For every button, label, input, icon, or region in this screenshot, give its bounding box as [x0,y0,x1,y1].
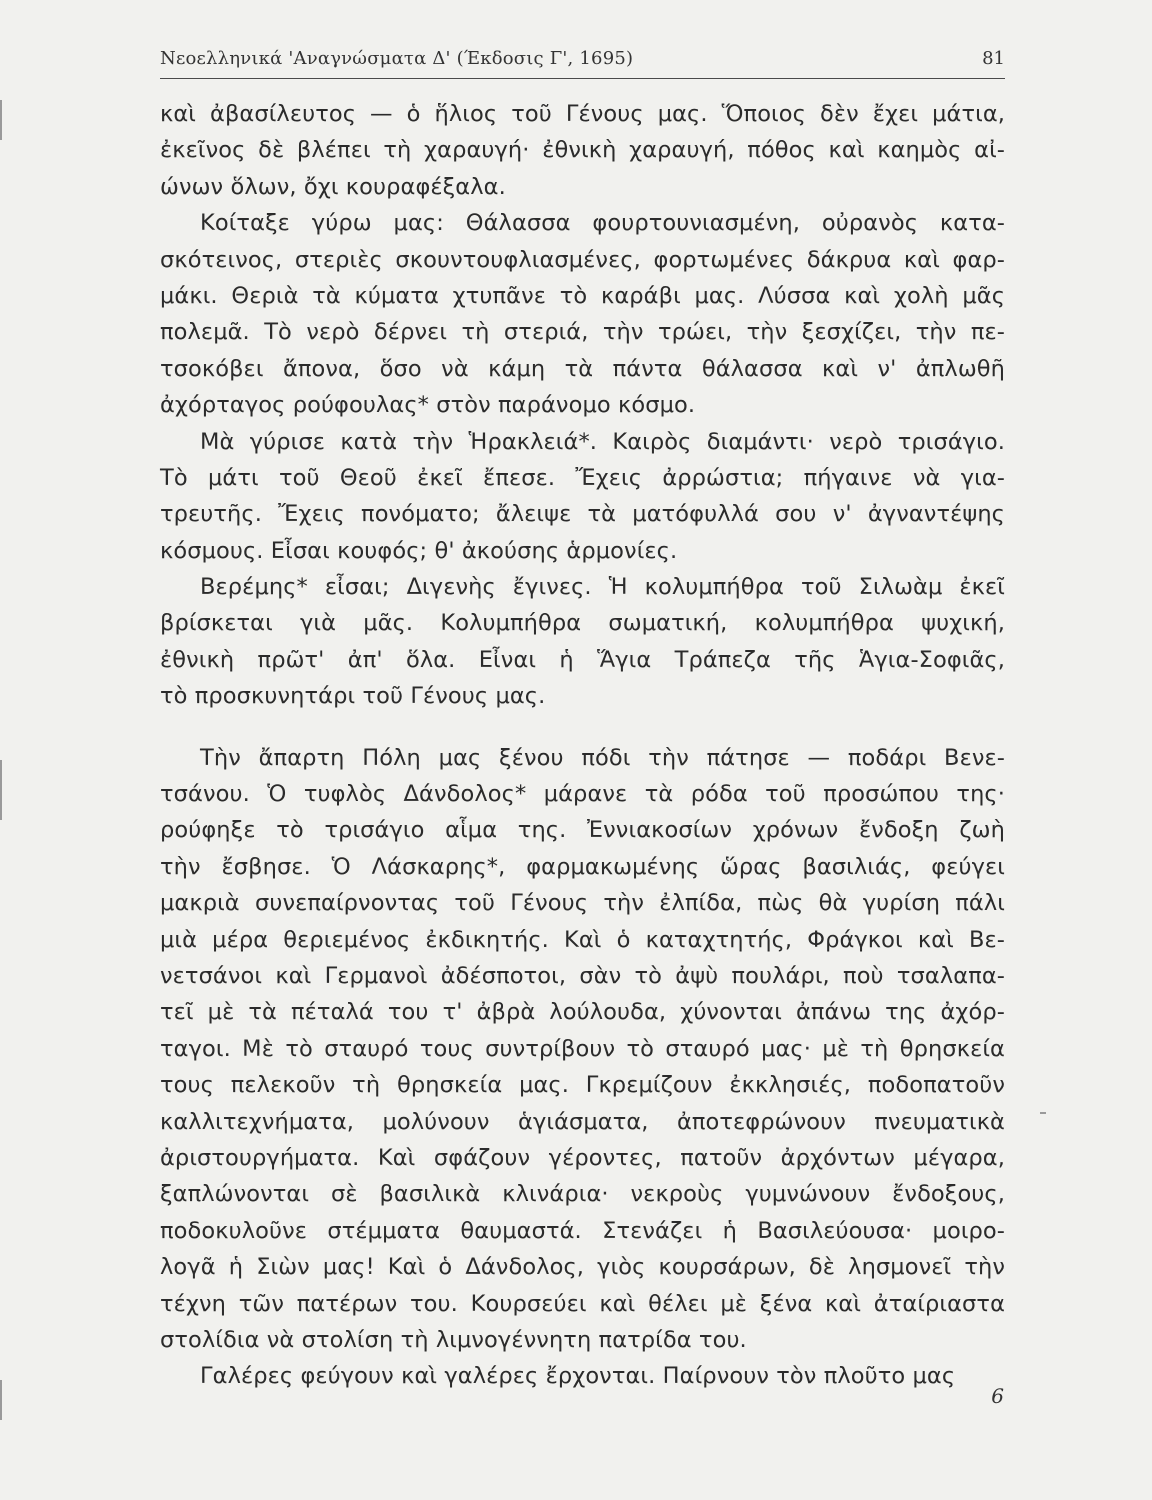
text-line: σκότεινος, στεριὲς σκουντουφλιασμένες, φορτωμένες δάκρυα καὶ φαρ- [160,246,1005,273]
text-line: πολεμᾶ. Τὸ νερὸ δέρνει τὴ στεριά, τὴν τρώει, τὴν ξεσχίζει, τὴν πε- [160,319,1005,346]
text-line: Τὴν ἄπαρτη Πόλη μας ξένου πόδι τὴν πάτησε — ποδάρι Βενε- [200,744,1005,771]
page-number: 81 [982,48,1005,69]
paragraph-gap [160,715,1005,740]
stray-dash [1040,1112,1046,1114]
running-header [160,44,1005,79]
text-line: μακριὰ συνεπαίρνοντας τοῦ Γένους τὴν ἐλπίδα, πὼς θὰ γυρίση πάλι [160,890,1005,917]
text-line: βρίσκεται γιὰ μᾶς. Κολυμπήθρα σωματική, κολυμπήθρα ψυχική, [160,610,1005,637]
text-line: ἐκεῖνος δὲ βλέπει τὴ χαραυγή· ἐθνικὴ χαραυγή, πόθος καὶ καημὸς αἰ- [160,137,1005,164]
binding-mark [0,100,2,140]
text-line: Τὸ μάτι τοῦ Θεοῦ ἐκεῖ ἔπεσε. Ἔχεις ἀρρώστια; πήγαινε νὰ για- [160,464,1005,491]
text-line: μιὰ μέρα θεριεμένος ἐκδικητής. Καὶ ὁ καταχτητής, Φράγκοι καὶ Βε- [160,926,1005,953]
text-line: νετσάνοι καὶ Γερμανοὶ ἀδέσποτοι, σὰν τὸ ἀψὺ πουλάρι, ποὺ τσαλαπα- [160,962,1005,989]
text-line: ἀριστουργήματα. Καὶ σφάζουν γέροντες, πατοῦν ἀρχόντων μέγαρα, [160,1144,1005,1171]
paragraph [160,424,1005,570]
text-line: ποδοκυλοῦνε στέμματα θαυμαστά. Στενάζει ἡ Βασιλεύουσα· μοιρο- [160,1217,1005,1244]
text-line: τσάνου. Ὁ τυφλὸς Δάνδολος* μάρανε τὰ ρόδα τοῦ προσώπου της· [160,781,1005,808]
text-line: τεῖ μὲ τὰ πέταλά του τ' ἀβρὰ λούλουδα, χύνονται ἀπάνω της ἀχόρ- [160,999,1005,1026]
body-text [160,96,1005,1395]
text-line: ξαπλώνονται σὲ βασιλικὰ κλινάρια· νεκροὺς γυμνώνουν ἔνδοξους, [160,1181,1005,1208]
text-line: μάκι. Θεριὰ τὰ κύματα χτυπᾶνε τὸ καράβι μας. Λύσσα καὶ χολὴ μᾶς [160,282,1005,309]
paragraph [160,205,1005,423]
text-line: κόσμους. Εἶσαι κουφός; θ' ἀκούσης ἁρμονίες. [160,537,678,564]
text-line: τσοκόβει ἄπονα, ὅσο νὰ κάμη τὰ πάντα θάλασσα καὶ ν' ἀπλωθῆ [160,355,1005,382]
binding-mark [0,760,2,820]
text-line: τέχνη τῶν πατέρων του. Κουρσεύει καὶ θέλει μὲ ξένα καὶ ἀταίριαστα [160,1290,1005,1317]
text-line: ταγοι. Μὲ τὸ σταυρό τους συντρίβουν τὸ σταυρό μας· μὲ τὴ θρησκεία [160,1035,1005,1062]
paragraph [160,96,1005,205]
text-line: καλλιτεχνήματα, μολύνουν ἁγιάσματα, ἀποτεφρώνουν πνευματικὰ [160,1108,1005,1135]
paragraph [160,569,1005,715]
text-line: ἀχόρταγος ρούφουλας* στὸν παράνομο κόσμο. [160,392,696,419]
text-line: Κοίταξε γύρω μας: Θάλασσα φουρτουνιασμένη, οὐρανὸς κατα- [200,210,1005,237]
text-line: τους πελεκοῦν τὴ θρησκεία μας. Γκρεμίζουν ἐκκλησιές, ποδοπατοῦν [160,1072,1005,1099]
text-line: ώνων ὅλων, ὄχι κουραφέξαλα. [160,173,506,200]
text-line: τὸ προσκυνητάρι τοῦ Γένους μας. [160,683,546,710]
text-line: Γαλέρες φεύγουν καὶ γαλέρες ἔρχονται. Παίρνουν τὸν πλοῦτο μας [200,1363,956,1390]
paragraph [160,1358,1005,1394]
text-line: στολίδια νὰ στολίση τὴ λιμνογέννητη πατρίδα του. [160,1326,747,1353]
signature-mark: 6 [991,1384,1004,1408]
text-line: Βερέμης* εἶσαι; Διγενὴς ἔγινες. Ἡ κολυμπήθρα τοῦ Σιλωὰμ ἐκεῖ [200,574,1005,601]
binding-mark [0,1380,2,1420]
text-line: καὶ ἀβασίλευτος — ὁ ἥλιος τοῦ Γένους μας. Ὅποιος δὲν ἔχει μάτια, [160,101,1005,127]
text-line: Μὰ γύρισε κατὰ τὴν Ἡρακλειά*. Καιρὸς διαμάντι· νερὸ τρισάγιο. [200,428,1005,455]
text-line: τὴν ἔσβησε. Ὁ Λάσκαρης*, φαρμακωμένης ὥρας βασιλιάς, φεύγει [160,853,1005,880]
text-line: τρευτῆς. Ἔχεις πονόματο; ἄλειψε τὰ ματόφυλλά σου ν' ἀγναντέψης [160,501,1005,528]
text-line: λογᾶ ἡ Σιὼν μας! Καὶ ὁ Δάνδολος, γιὸς κουρσάρων, δὲ λησμονεῖ τὴν [160,1254,1005,1281]
running-title: Νεοελληνικά 'Αναγνώσματα Δ' (Έκδοσις Γ', 1695) [160,48,634,69]
text-line: ρούφηξε τὸ τρισάγιο αἷμα της. Ἐννιακοσίων χρόνων ἔνδοξη ζωὴ [160,817,1005,844]
paragraph [160,740,1005,1359]
text-line: ἐθνικὴ πρῶτ' ἀπ' ὅλα. Εἶναι ἡ Ἅγια Τράπεζα τῆς Ἁγια-Σοφιᾶς, [160,646,1005,673]
